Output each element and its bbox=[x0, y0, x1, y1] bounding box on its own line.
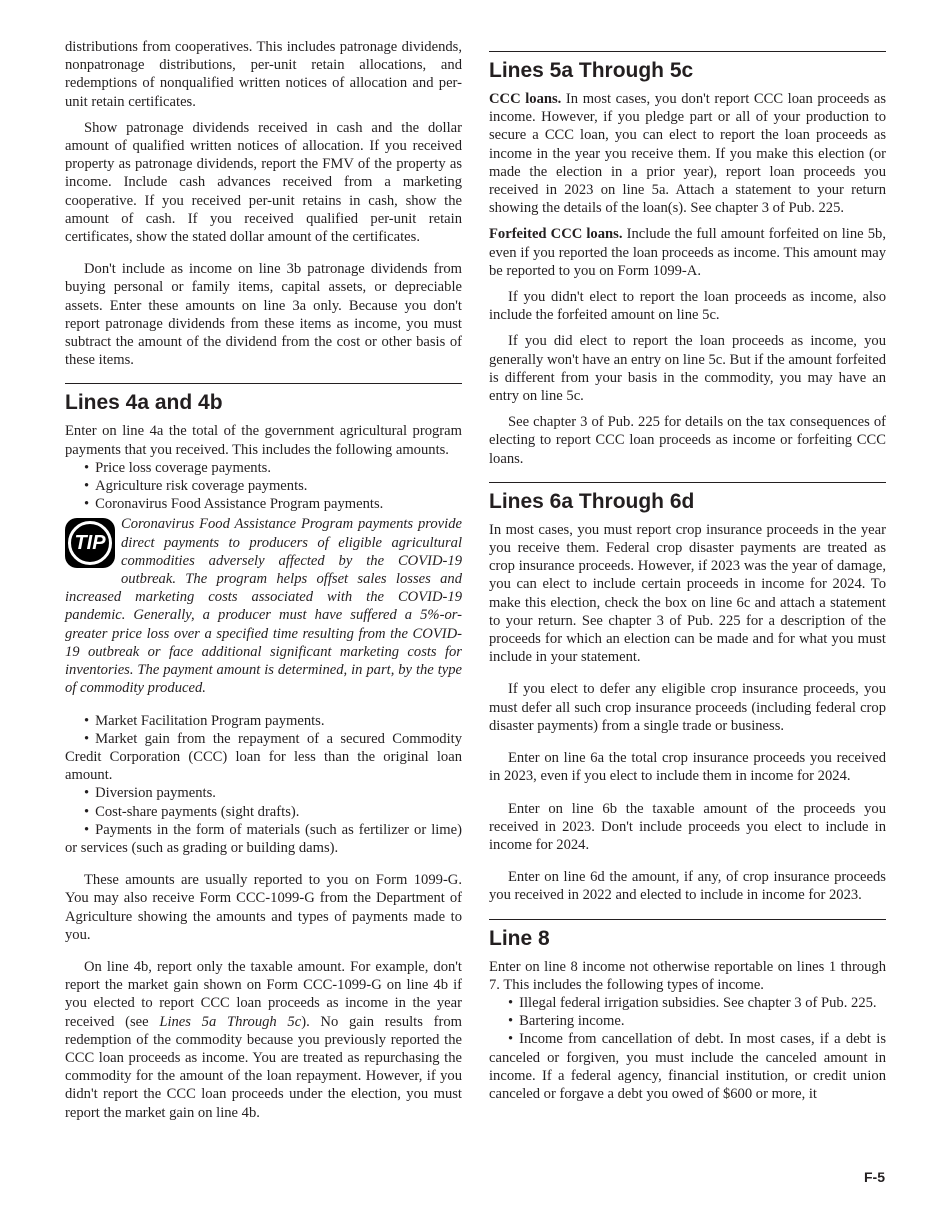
section-heading-line-8: Line 8 bbox=[489, 919, 886, 952]
list-item: • Income from cancellation of debt. In most cases, if a debt is canceled or forgiven, you must include the canceled amount in income. If a federal agency, financial institution, or credit union canceled or forgave a debt you owed of $600 or more, it bbox=[489, 1030, 886, 1103]
list-item: • Cost-share payments (sight drafts). bbox=[65, 803, 462, 821]
paragraph: On line 4b, report only the taxable amount. For example, don't report the market gain shown on Form CCC-1099-G on line 4b if you elected to report CCC loan proceeds as income in the year received (see Lines 5a Through 5c). No gain results from redemption of the commodity because you previously reported the CCC loan proceeds as income. You are treated as repurchasing the commodity for the amount of the loan repayment. However, if you didn't report the CCC loan proceeds under the election, you must report the market gain on line 4b. bbox=[65, 958, 462, 1121]
paragraph: Forfeited CCC loans. Include the full amount forfeited on line 5b, even if you reported the loan proceeds as income. This amount may be reported to you on Form 1099-A. bbox=[489, 226, 886, 279]
section-heading-lines-6a-6d: Lines 6a Through 6d bbox=[489, 482, 886, 515]
paragraph: If you did elect to report the loan proceeds as income, you generally won't have an entry on line 5c. But if the amount forfeited is different from your basis in the commodity, you may have an entry on line 5c. bbox=[489, 333, 886, 405]
left-column bbox=[65, 38, 462, 1130]
right-column bbox=[489, 51, 886, 1103]
list-item: • Payments in the form of materials (such as fertilizer or lime) or services (such as grading or building dams). bbox=[65, 821, 462, 857]
cross-reference-link[interactable]: Lines 5a Through 5c bbox=[159, 1013, 302, 1030]
list-item: • Agriculture risk coverage payments. bbox=[65, 477, 462, 495]
paragraph: Enter on line 6b the taxable amount of the proceeds you received in 2023. Don't include proceeds you elect to include in income for 2024. bbox=[489, 800, 886, 853]
tip-icon: TIP bbox=[65, 518, 115, 568]
paragraph: CCC loans. In most cases, you don't report CCC loan proceeds as income. However, if you pledge part or all of your production to secure a CCC loan, you can elect to report the loan proceeds as income in the year you receive them. If you make this election (or made the election in a prior year), report loan proceeds you received in 2023 on line 5a. Attach a statement to your return showing the details of the loan(s). See chapter 3 of Pub. 225. bbox=[489, 91, 887, 217]
paragraph: Enter on line 4a the total of the government agricultural program payments that you received. This includes the following amounts. bbox=[65, 423, 462, 458]
list-item: • Illegal federal irrigation subsidies. See chapter 3 of Pub. 225. bbox=[489, 994, 886, 1012]
tip-box bbox=[65, 515, 462, 697]
paragraph: In most cases, you must report crop insurance proceeds in the year you receive them. Federal crop disaster payments are treated as crop insurance proceeds. However, if 2023 was the year of damage, you can elect to include certain proceeds in income for 2024. To make this election, check the box on line 6c and attach a statement to your return. See chapter 3 of Pub. 225 for a description of the proceeds for which an election can be made and for what you must include in your statement. bbox=[489, 521, 886, 666]
paragraph: Show patronage dividends received in cash and the dollar amount of qualified written notices of allocation. If you received property as patronage dividends, report the FMV of the property as income. Include cash advances received from a marketing cooperative. If you received per-unit retains in cash, show the amount of cash. If you received qualified per-unit retain certificates, show the stated dollar amount of the certificates. bbox=[65, 119, 462, 246]
paragraph: Enter on line 6a the total crop insurance proceeds you received in 2023, even if you elect to include them in income for 2024. bbox=[489, 750, 886, 785]
section-heading-lines-4a-4b: Lines 4a and 4b bbox=[65, 383, 462, 416]
list-item: • Market gain from the repayment of a secured Commodity Credit Corporation (CCC) loan for less than the original loan amount. bbox=[65, 730, 462, 785]
paragraph: distributions from cooperatives. This includes patronage dividends, nonpatronage distributions, per-unit retain allocations, and redemptions of nonqualified written notices of allocation and per-unit retain certificates. bbox=[65, 39, 462, 110]
paragraph: If you didn't elect to report the loan proceeds as income, also include the forfeited amount on line 5c. bbox=[489, 289, 886, 324]
list-item: • Market Facilitation Program payments. bbox=[65, 712, 462, 730]
tip-text: Coronavirus Food Assistance Program payments provide direct payments to producers of eligible agricultural commodities adversely affected by the COVID-19 outbreak. The program helps offset sales losses and increased marketing costs associated with the COVID-19 pandemic. Generally, a producer must have suffered a 5%-or-greater price loss over a specified time resulting from the COVID-19 outbreak or face additional significant marketing costs for inventories. The payment amount is determined, in part, by the type of commodity produced. bbox=[65, 516, 462, 697]
paragraph: Don't include as income on line 3b patronage dividends from buying personal or family items, capital assets, or depreciable assets. Enter these amounts on line 3a only. Because you don't report patronage dividends from these items as income, you must subtract the amount of the dividend from the cost or other basis of these items. bbox=[65, 261, 462, 369]
paragraph: See chapter 3 of Pub. 225 for details on the tax consequences of electing to report CCC loan proceeds as income or forfeiting CCC loans. bbox=[489, 414, 886, 467]
paragraph: Enter on line 6d the amount, if any, of crop insurance proceeds you received in 2022 and elected to include in income for 2023. bbox=[489, 869, 886, 904]
paragraph: Enter on line 8 income not otherwise reportable on lines 1 through 7. This includes the following types of income. bbox=[489, 958, 886, 993]
page-number: F-5 bbox=[864, 1169, 885, 1185]
paragraph: These amounts are usually reported to you on Form 1099-G. You may also receive Form CCC-1099-G from the Department of Agriculture showing the amounts and types of payments made to you. bbox=[65, 872, 462, 943]
list-item: • Bartering income. bbox=[489, 1012, 886, 1030]
paragraph: If you elect to defer any eligible crop insurance proceeds, you must defer all such crop insurance proceeds (including federal crop disaster payments) from a single trade or business. bbox=[489, 681, 886, 734]
list-item: • Price loss coverage payments. bbox=[65, 459, 462, 477]
list-item: • Diversion payments. bbox=[65, 784, 462, 802]
section-heading-lines-5a-5c: Lines 5a Through 5c bbox=[489, 51, 886, 84]
list-item: • Coronavirus Food Assistance Program payments. bbox=[65, 495, 462, 513]
